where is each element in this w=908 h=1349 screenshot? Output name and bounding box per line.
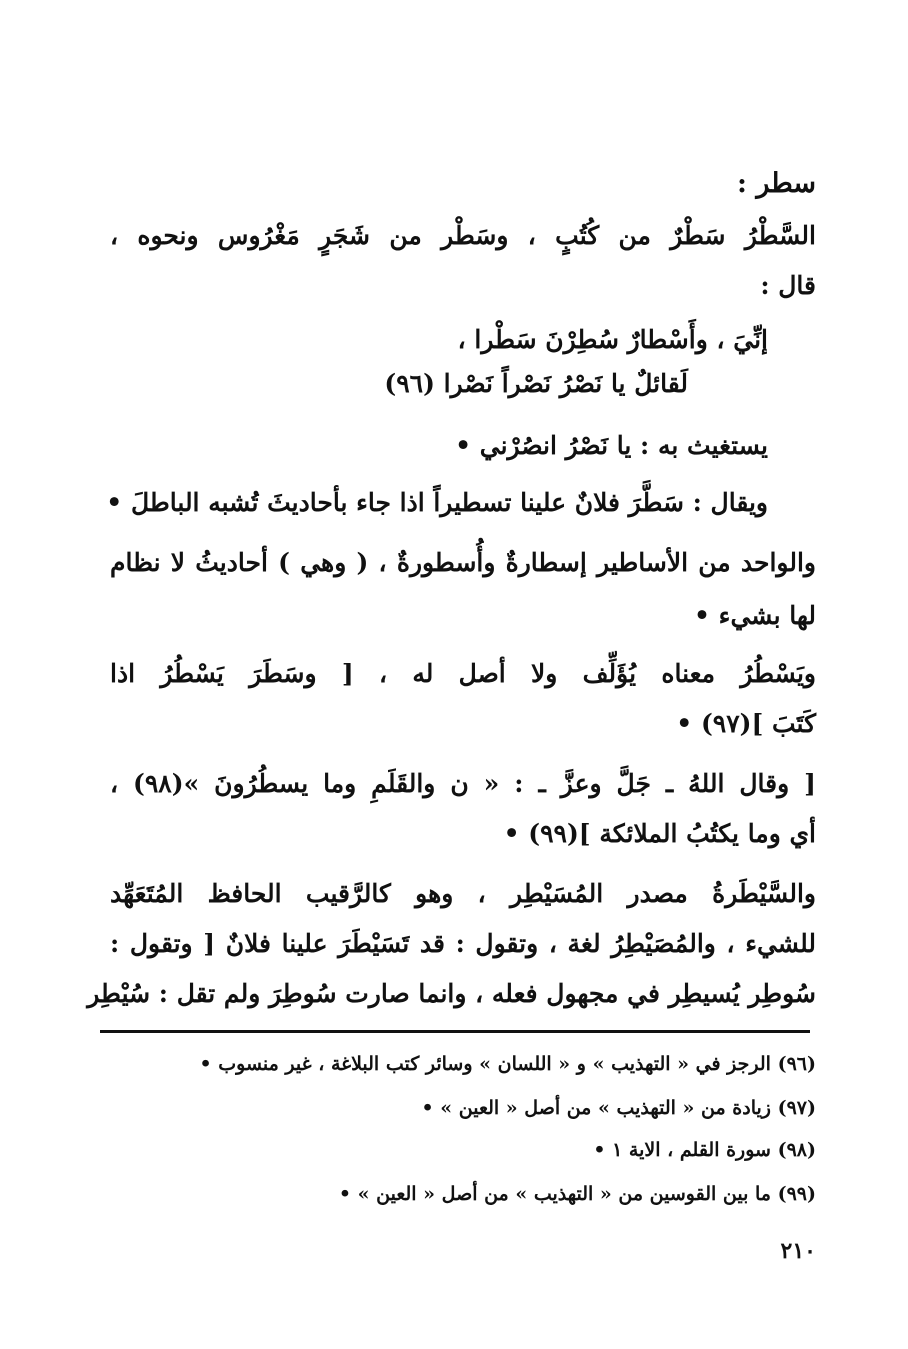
text-line: ويقال : سَطَّرَ فلانٌ علينا تسطيراً اذا جاء بأحاديثَ تُشبه الباطلَ • — [106, 488, 768, 517]
text-line: ويَسْطُرُ معناه يُؤَلِّف ولا أصل له ، [ وسَطَرَ يَسْطُرُ اذا — [110, 659, 816, 688]
verse-line: لَقائلٌ يا نَصْرُ نَصْراً نَصْرا (٩٦) — [384, 369, 688, 398]
text-line: كَتَبَ ](٩٧) • — [676, 709, 816, 738]
footnote: (٩٩) ما بين القوسين من « التهذيب » من أصل « العين » • — [338, 1183, 816, 1205]
text-line: يستغيث به : يا نَصْرُ انصُرْني • — [455, 431, 768, 460]
text-line: السَّطْرُ سَطْرٌ من كُتُبٍ ، وسَطْر من شَجَرٍ مَغْرُوس ونحوه ، — [110, 221, 816, 250]
text-line: قال : — [760, 271, 816, 300]
verse-line: إنِّيَ ، وأَسْطارٌ سُطِرْنَ سَطْرا ، — [457, 325, 768, 354]
footnote: (٩٦) الرجز في « التهذيب » و « اللسان » وسائر كتب البلاغة ، غير منسوب • — [199, 1053, 816, 1075]
text-line: للشيء ، والمُصَيْطِرُ لغة ، وتقول : قد تَسَيْطَرَ علينا فلانٌ [ وتقول : — [110, 929, 816, 958]
text-line: [ وقال اللهُ ـ جَلَّ وعزَّ ـ : « ن والقَلَمِ وما يسطُرُونَ »(٩٨) ، — [110, 769, 816, 798]
text-line: والواحد من الأساطير إسطارةٌ وأُسطورةٌ ، ( وهي ) أحاديثُ لا نظام — [110, 548, 816, 577]
text-line: أي وما يكتُبُ الملائكة ](٩٩) • — [503, 819, 816, 848]
footnote: (٩٨) سورة القلم ، الاية ١ • — [593, 1139, 816, 1161]
text-line: والسَّيْطَرةُ مصدر المُسَيْطِر ، وهو كالرَّقيب الحافظ المُتَعَهِّد — [110, 879, 816, 908]
page-number: ٢١٠ — [780, 1238, 816, 1264]
text-line: لها بشيء • — [694, 601, 816, 630]
footnote: (٩٧) زيادة من « التهذيب » من أصل « العين » • — [421, 1097, 816, 1119]
footnote-divider — [100, 1030, 810, 1033]
entry-heading: سطر : — [736, 168, 816, 199]
text-line: سُوطِر يُسيطِر في مجهول فعله ، وانما صارت سُوطِرَ ولم تقل : سُيْطِر — [87, 979, 816, 1008]
